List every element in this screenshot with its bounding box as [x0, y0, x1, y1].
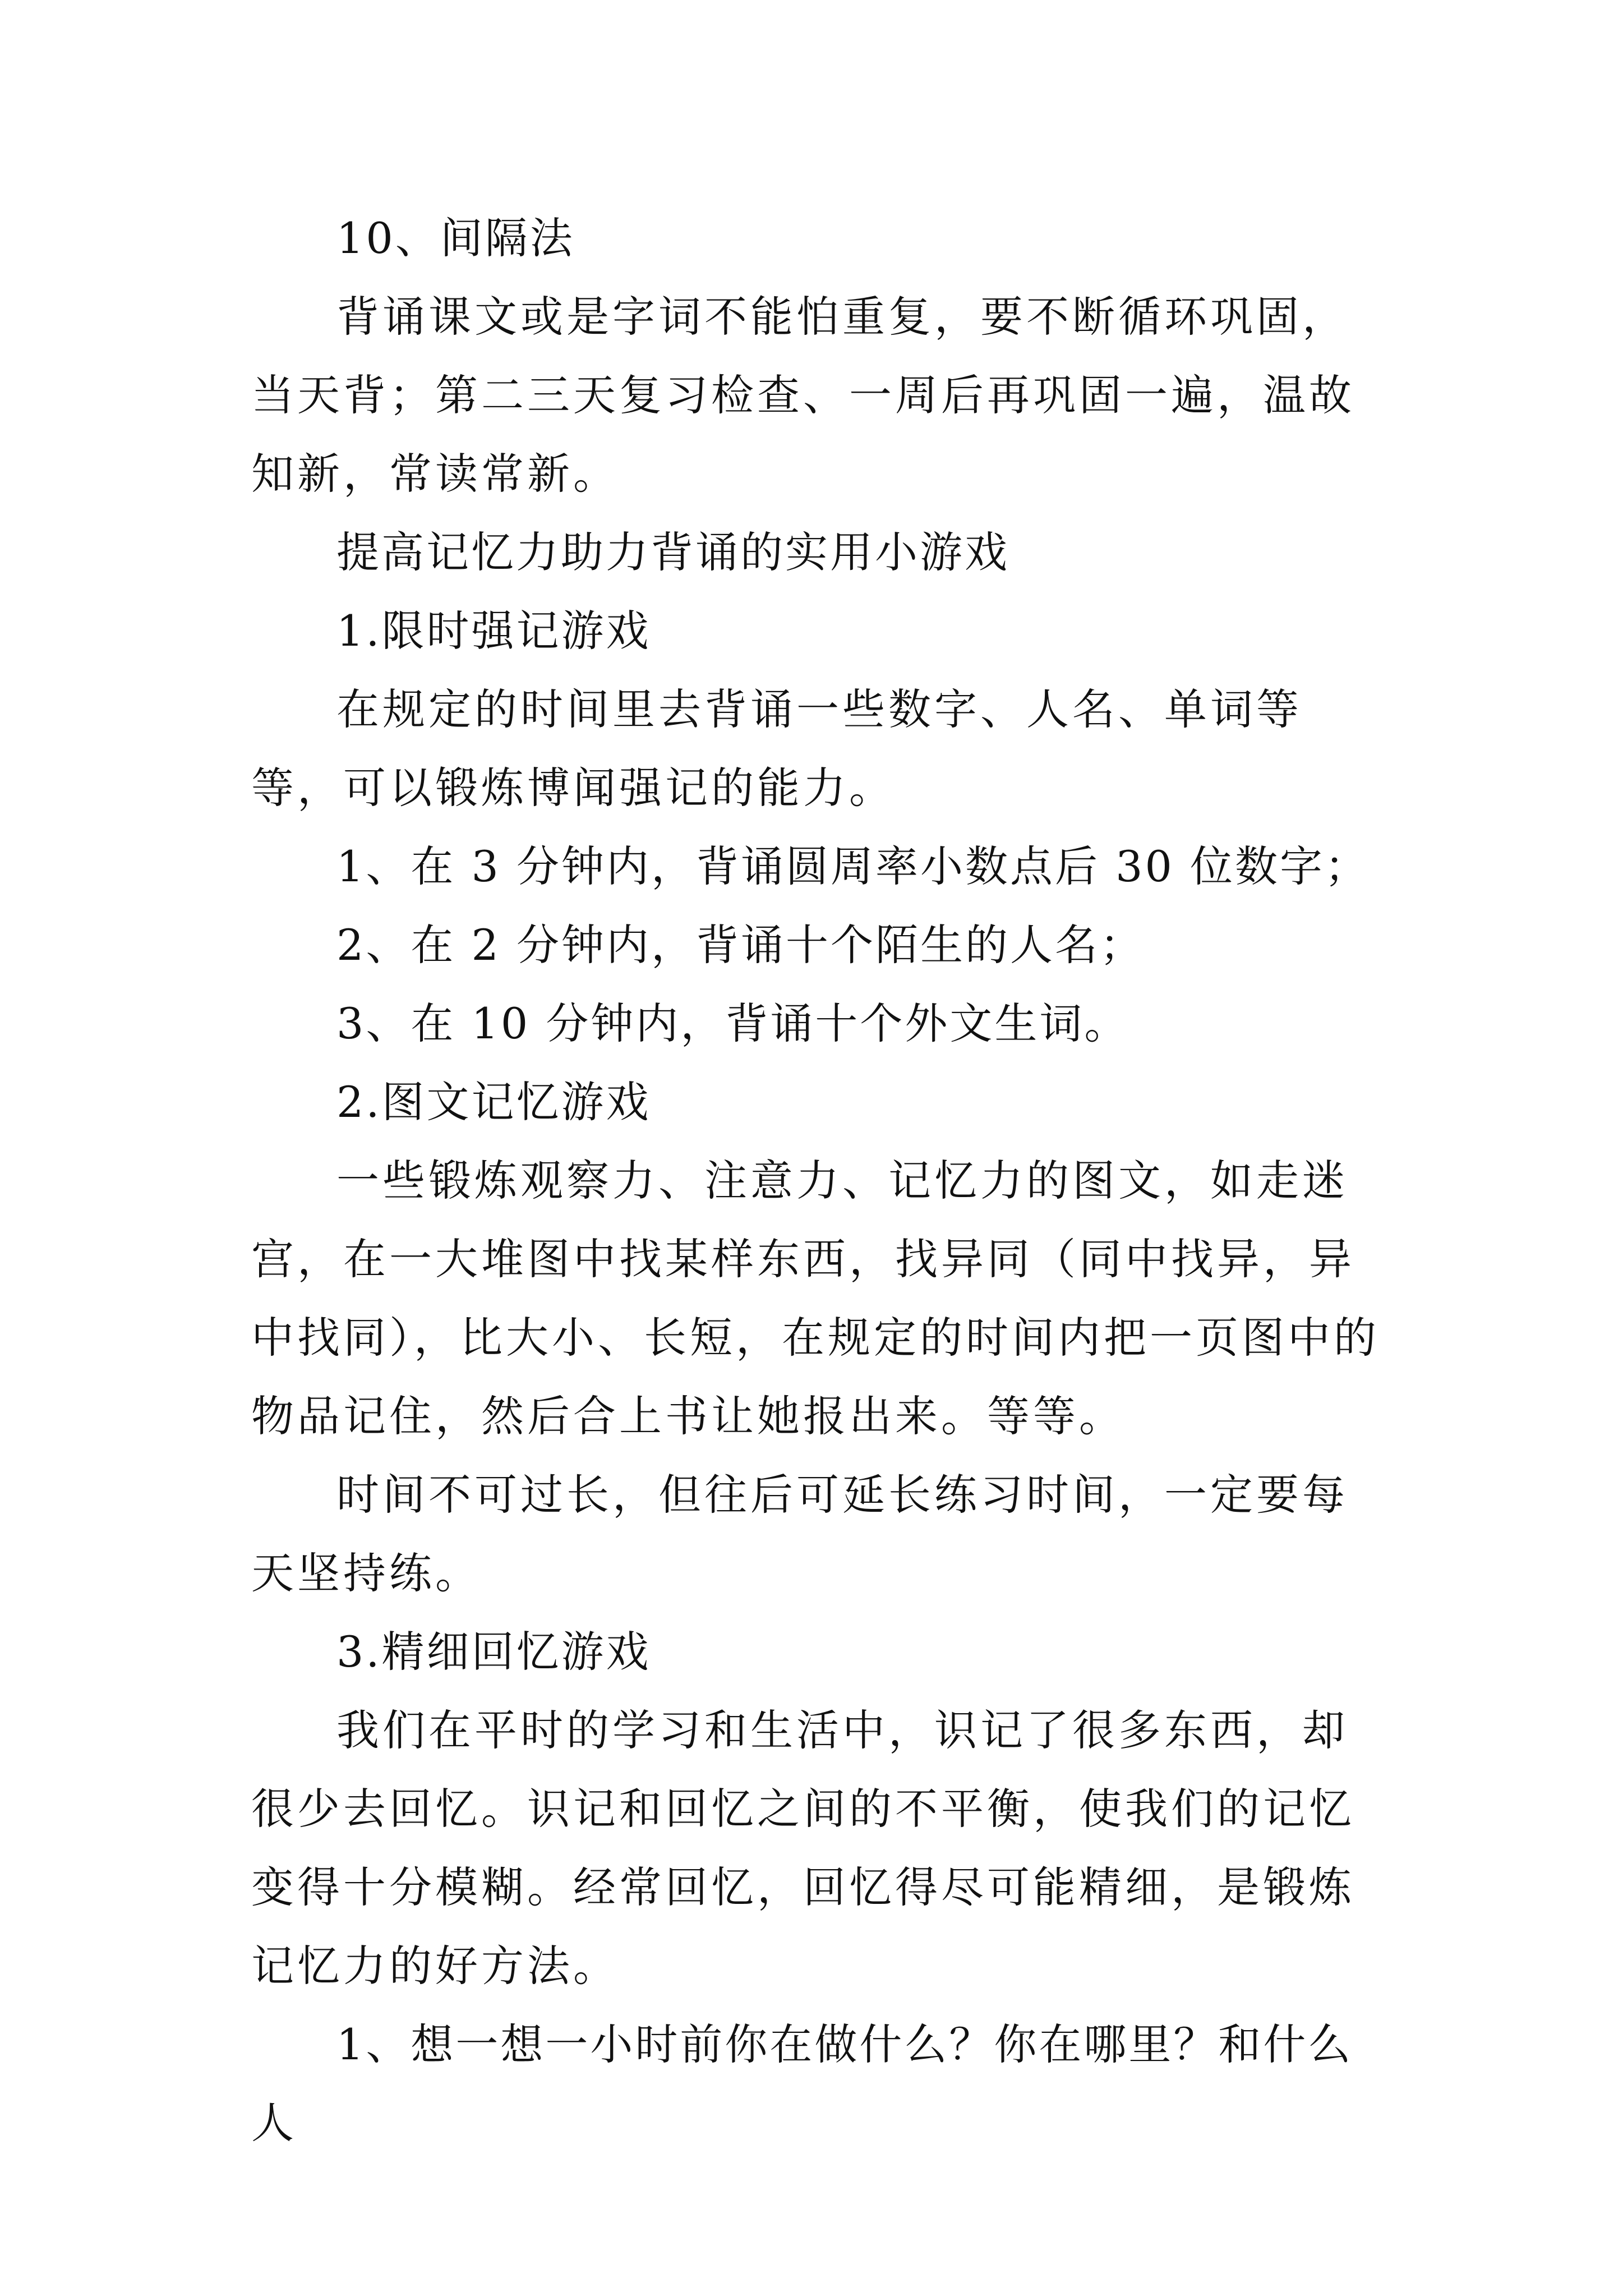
subheading-image-text-game: 2.图文记忆游戏 — [336, 1077, 651, 1127]
list-item-recall-1: 1、想一想一小时前你在做什么？你在哪里？和什么人 — [251, 2019, 1353, 2148]
list-item-3: 3、在 10 分钟内，背诵十个外文生词。 — [336, 999, 1129, 1048]
document-body — [251, 199, 1390, 2162]
paragraph-image-text-game: 一些锻炼观察力、注意力、记忆力的图文，如走迷宫，在一大堆图中找某样东西，找异同（同中找异，异中找同），比大小、长短，在规定的时间内把一页图中的物品记住，然后合上书让她报出来。等等。 — [251, 1156, 1380, 1441]
list-item-2: 2、在 2 分钟内，背诵十个陌生的人名； — [336, 920, 1145, 970]
paragraph-detailed-recall-game: 我们在平时的学习和生活中，识记了很多东西，却很少去回忆。识记和回忆之间的不平衡，使我们的记忆变得十分模糊。经常回忆，回忆得尽可能精细，是锻炼记忆力的好方法。 — [251, 1705, 1355, 1991]
subheading-detailed-recall-game: 3.精细回忆游戏 — [336, 1627, 651, 1677]
section-heading-interval-method: 10、间隔法 — [336, 213, 575, 263]
paragraph-timed-memory-game: 在规定的时间里去背诵一些数字、人名、单词等等，可以锻炼博闻强记的能力。 — [251, 684, 1302, 813]
paragraph-practice-time: 时间不可过长，但往后可延长练习时间，一定要每天坚持练。 — [251, 1470, 1348, 1598]
section-heading-memory-games: 提高记忆力助力背诵的实用小游戏 — [336, 527, 1009, 577]
list-item-1: 1、在 3 分钟内，背诵圆周率小数点后 30 位数字； — [336, 841, 1370, 891]
subheading-timed-memory-game: 1.限时强记游戏 — [336, 606, 651, 656]
paragraph-interval-method: 背诵课文或是字词不能怕重复，要不断循环巩固，当天背；第二三天复习检查、一周后再巩固一遍，温故知新，常读常新。 — [251, 292, 1355, 499]
